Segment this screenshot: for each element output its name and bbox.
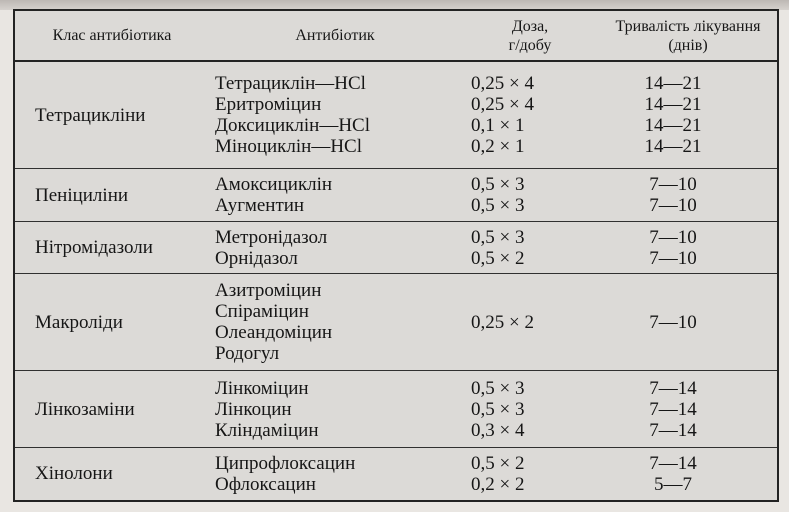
table-row: [15, 169, 777, 221]
dose-value-cell: [461, 61, 599, 169]
duration-value-cell: [599, 274, 777, 371]
antibiotic-name: Кліндаміцин: [215, 419, 319, 441]
antibiotic-name: Азитроміцин: [215, 280, 322, 302]
header-antibiotic: Антибіотик: [209, 11, 461, 61]
table-header-row: [15, 11, 777, 61]
duration-value-cell: [599, 61, 777, 169]
duration-value: 7—10: [649, 226, 697, 248]
antibiotics-table-frame: [13, 9, 779, 502]
duration-value-cell: [599, 221, 777, 273]
antibiotic-class-cell: Пеніциліни: [15, 169, 209, 221]
antibiotic-name-cell: [209, 61, 461, 169]
duration-value: 7—14: [649, 452, 697, 474]
duration-value: 7—10: [649, 174, 697, 196]
antibiotic-class-cell: Лінкозаміни: [15, 371, 209, 448]
antibiotic-name-cell: [209, 447, 461, 500]
header-duration-line2: (днів): [668, 36, 708, 54]
antibiotic-name-cell: [209, 169, 461, 221]
antibiotic-class-cell: Тетрацикліни: [15, 61, 209, 169]
header-dose-line2: г/добу: [508, 36, 552, 54]
antibiotic-class-cell: Макроліди: [15, 274, 209, 371]
header-class: Клас антибіотика: [15, 11, 209, 61]
table-row: [15, 274, 777, 371]
antibiotic-name-cell: [209, 221, 461, 273]
antibiotic-name: Аугментин: [215, 195, 305, 217]
duration-value: 7—10: [649, 247, 697, 269]
dose-value-cell: [461, 221, 599, 273]
dose-value-cell: [461, 371, 599, 448]
duration-value-cell: [599, 169, 777, 221]
dose-value-cell: [461, 274, 599, 371]
header-duration: [599, 11, 777, 61]
antibiotic-name: Амоксициклін: [215, 174, 333, 196]
dose-value: 0,2 × 1: [471, 136, 525, 158]
dose-value-cell: [461, 169, 599, 221]
duration-value-cell: [599, 447, 777, 500]
header-dose-line1: Доза,: [511, 17, 549, 35]
dose-value: 0,5 × 3: [471, 195, 525, 217]
antibiotic-name: Ципрофлоксацин: [215, 452, 356, 474]
antibiotic-name: Олеандоміцин: [215, 322, 333, 344]
antibiotic-name: Лінкоцин: [215, 398, 292, 420]
antibiotics-table: [15, 11, 777, 500]
antibiotic-name: Тетрациклін—HCl: [215, 73, 366, 95]
antibiotic-name: Лінкоміцин: [215, 377, 309, 399]
duration-value: 7—10: [649, 195, 697, 217]
dose-value: 0,3 × 4: [471, 419, 525, 441]
dose-value: 0,5 × 3: [471, 226, 525, 248]
dose-value: 0,25 × 4: [471, 73, 534, 95]
antibiotic-name: Міноциклін—HCl: [215, 136, 363, 158]
antibiotic-name: Доксициклін—HCl: [215, 115, 370, 137]
duration-value: 14—21: [644, 94, 702, 116]
antibiotic-class-cell: Хінолони: [35, 463, 113, 485]
antibiotic-name-cell: [209, 371, 461, 448]
duration-value: 7—10: [649, 311, 697, 333]
duration-value: 7—14: [649, 377, 697, 399]
table-row: [15, 371, 777, 448]
antibiotic-name: Офлоксацин: [215, 473, 316, 495]
antibiotic-name: Родогул: [215, 343, 280, 365]
header-duration-line1: Тривалість лікування: [615, 17, 761, 35]
dose-value: 0,1 × 1: [471, 115, 525, 137]
duration-value: 7—14: [649, 419, 697, 441]
antibiotic-class-cell: Нітромідазоли: [15, 221, 209, 273]
antibiotic-name: Еритроміцин: [215, 94, 322, 116]
dose-value: 0,5 × 3: [471, 377, 525, 399]
duration-value-cell: [599, 371, 777, 448]
duration-value: 14—21: [644, 115, 702, 137]
dose-value: 0,5 × 3: [471, 174, 525, 196]
antibiotic-name: Орнідазол: [215, 247, 298, 269]
dose-value: 0,25 × 4: [471, 94, 534, 116]
dose-value: 0,25 × 2: [471, 311, 534, 333]
dose-value-cell: [461, 447, 599, 500]
table-row: [15, 221, 777, 273]
antibiotic-name-cell: [209, 274, 461, 371]
duration-value: 7—14: [649, 398, 697, 420]
header-dose: [461, 11, 599, 61]
duration-value: 14—21: [644, 73, 702, 95]
duration-value: 5—7: [654, 473, 692, 495]
dose-value: 0,5 × 2: [471, 452, 525, 474]
antibiotic-name: Метронідазол: [215, 226, 328, 248]
duration-value: 14—21: [644, 136, 702, 158]
dose-value: 0,5 × 3: [471, 398, 525, 420]
dose-value: 0,2 × 2: [471, 473, 525, 495]
table-row: [15, 447, 777, 500]
table-row: [15, 61, 777, 169]
dose-value: 0,5 × 2: [471, 247, 525, 269]
antibiotic-name: Спіраміцин: [215, 301, 309, 323]
